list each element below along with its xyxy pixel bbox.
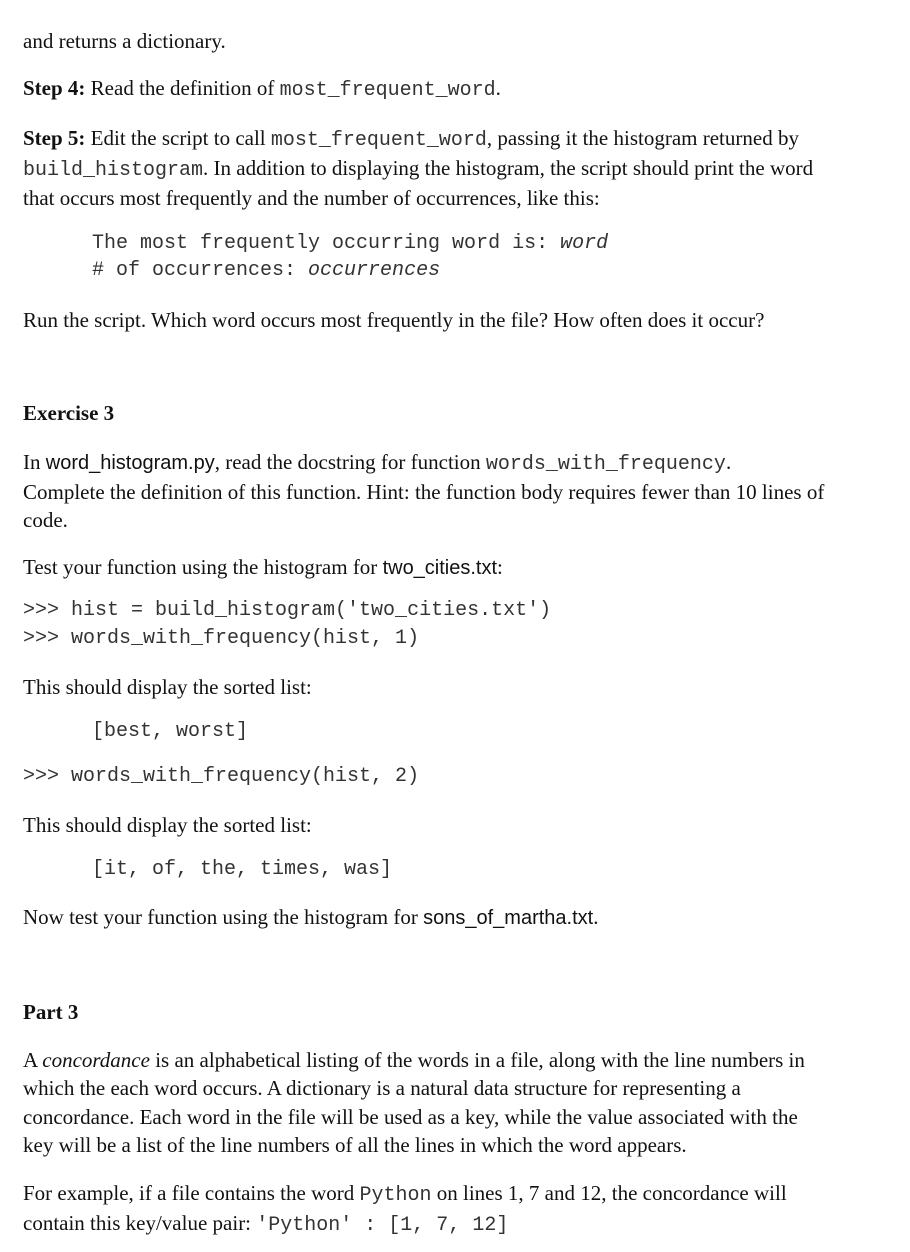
step5-label: Step 5: xyxy=(23,126,86,150)
part3-line4: key will be a list of the line numbers of all the lines in which the word appears. xyxy=(23,1133,687,1157)
part3-heading: Part 3 xyxy=(23,1000,79,1024)
code-line-3: >>> words_with_frequency(hist, 2) xyxy=(23,765,420,788)
exercise3-line1: In word_histogram.py, read the docstring for function words_with_frequency. xyxy=(23,450,732,476)
filename: sons_of_martha.txt xyxy=(423,907,594,929)
result-1: [best, worst] xyxy=(92,720,249,743)
test-instruction: Test your function using the histogram for two_cities.txt: xyxy=(23,555,503,579)
now-test-instruction: Now test your function using the histogram for sons_of_martha.txt. xyxy=(23,905,599,929)
code-line-1: >>> hist = build_histogram('two_cities.txt') xyxy=(23,599,552,622)
step4-label: Step 4: xyxy=(23,76,86,100)
part3-example-line2: contain this key/value pair: 'Python' : [1, 7, 12] xyxy=(23,1211,509,1237)
sorted-list-text-2: This should display the sorted list: xyxy=(23,813,312,837)
exercise3-heading: Exercise 3 xyxy=(23,401,115,425)
part3-line2: which the each word occurs. A dictionary is a natural data structure for representing a xyxy=(23,1076,741,1100)
code-line-2: >>> words_with_frequency(hist, 1) xyxy=(23,627,420,650)
exercise3-line2: Complete the definition of this function. Hint: the function body requires fewer than 10 lines of xyxy=(23,480,825,504)
step5-line2: build_histogram. In addition to displaying the histogram, the script should print the word xyxy=(23,156,814,182)
step5-question: Run the script. Which word occurs most frequently in the file? How often does it occur? xyxy=(23,308,765,332)
step3-tail: and returns a dictionary. xyxy=(23,29,226,53)
concordance-term: concordance xyxy=(42,1048,150,1072)
exercise3-line3: code. xyxy=(23,508,68,532)
sorted-list-text-1: This should display the sorted list: xyxy=(23,675,312,699)
step4-code: most_frequent_word xyxy=(279,79,496,102)
sample-output-line1: The most frequently occurring word is: word xyxy=(92,232,609,255)
filename: word_histogram.py xyxy=(45,452,215,474)
result-2: [it, of, the, times, was] xyxy=(92,858,393,881)
step5-line3: that occurs most frequently and the number of occurrences, like this: xyxy=(23,186,600,210)
filename: two_cities.txt xyxy=(382,557,498,579)
sample-output-line2: # of occurrences: occurrences xyxy=(92,259,441,282)
step5-line1: Step 5: Edit the script to call most_frequent_word, passing it the histogram returned by xyxy=(23,126,799,152)
part3-line3: concordance. Each word in the file will be used as a key, while the value associated with the xyxy=(23,1105,798,1129)
part3-line1: A concordance is an alphabetical listing of the words in a file, along with the line numbers in xyxy=(23,1048,805,1072)
step4-paragraph: Step 4: Read the definition of most_frequent_word. xyxy=(23,76,501,102)
part3-example-line1: For example, if a file contains the word Python on lines 1, 7 and 12, the concordance will xyxy=(23,1181,787,1207)
